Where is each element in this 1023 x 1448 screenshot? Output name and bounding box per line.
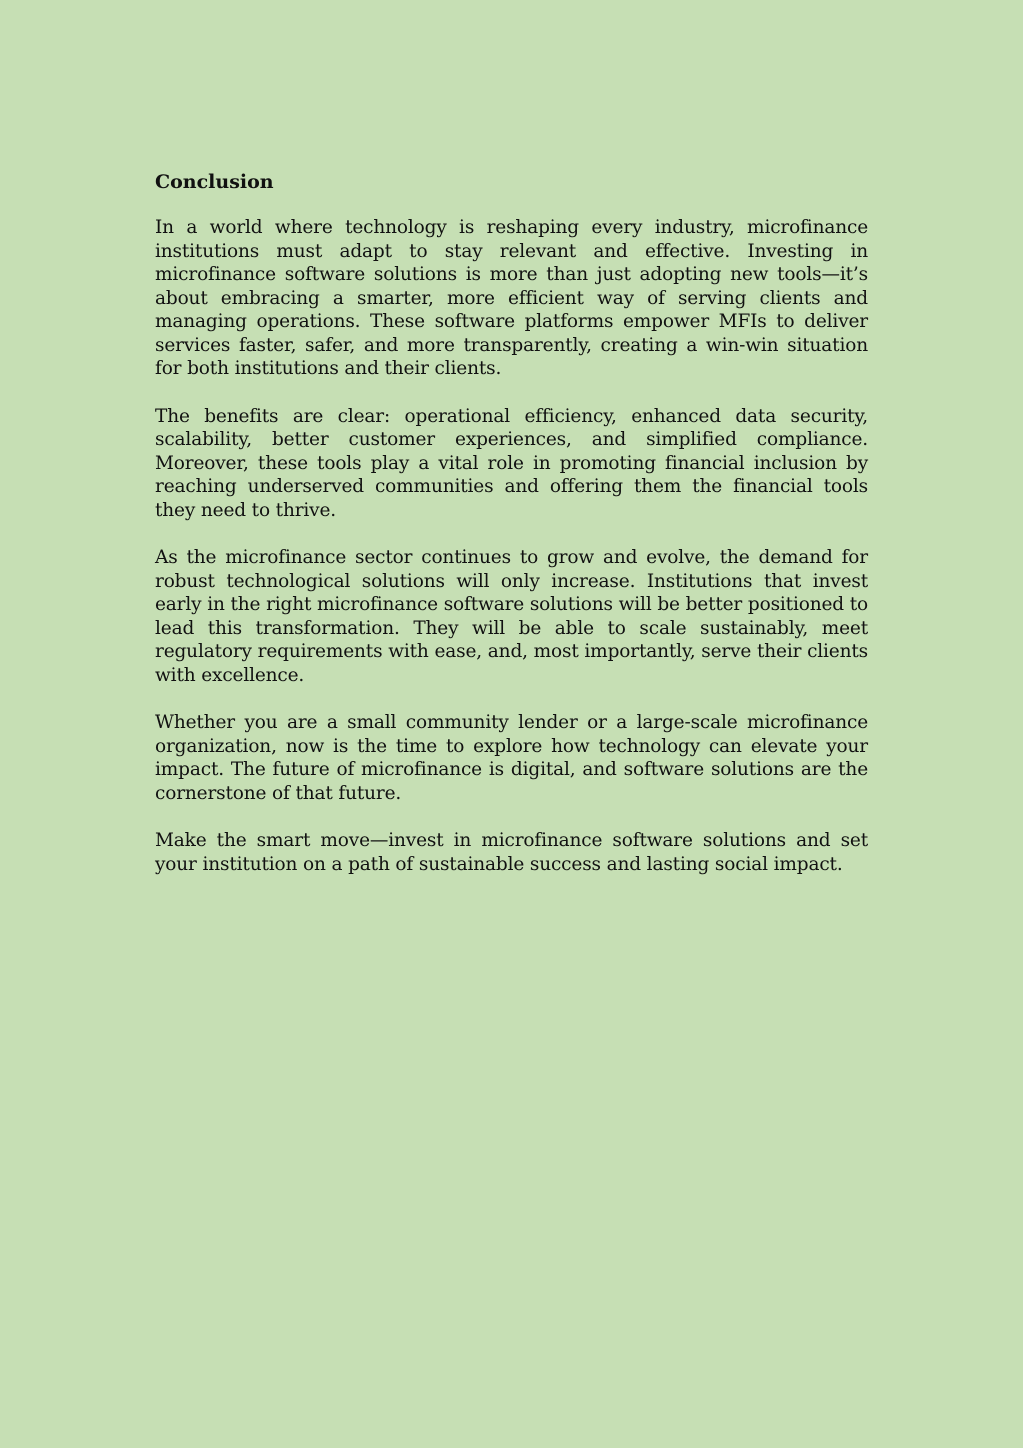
paragraph-sector-growth: As the microfinance sector continues to grow and evolve, the demand for robust technological solutions will only increase. Institutions that invest early in the right microfinance software solutions will be better positioned to lead this transformation. They will be able to scale sustainably, meet regulatory requirements with ease, and, most importantly, serve their clients with excellence. — [155, 547, 868, 686]
paragraph-benefits: The benefits are clear: operational efficiency, enhanced data security, scalability, better customer experiences, and simplified compliance. Moreover, these tools play a vital role in promoting financial inclusion by reaching underserved communities and offering them the financial tools they need to thrive. — [155, 405, 868, 521]
paragraph-closing: Make the smart move—invest in microfinance software solutions and set your institution on a path of sustainable success and lasting social impact. — [155, 830, 868, 875]
section-heading: Conclusion — [155, 171, 274, 193]
paragraph-call-to-explore: Whether you are a small community lender or a large-scale microfinance organization, now is the time to explore how technology can elevate your impact. The future of microfinance is digital, and software solutions are the cornerstone of that future. — [155, 712, 868, 804]
paragraph-intro: In a world where technology is reshaping every industry, microfinance institutions must adapt to stay relevant and effective. Investing in microfinance software solutions is more than just adopting new tools—it’s about embracing a smarter, more efficient way of serving clients and managing operations. These software platforms empower MFIs to deliver services faster, safer, and more transparently, creating a win-win situation for both institutions and their clients. — [155, 217, 868, 379]
